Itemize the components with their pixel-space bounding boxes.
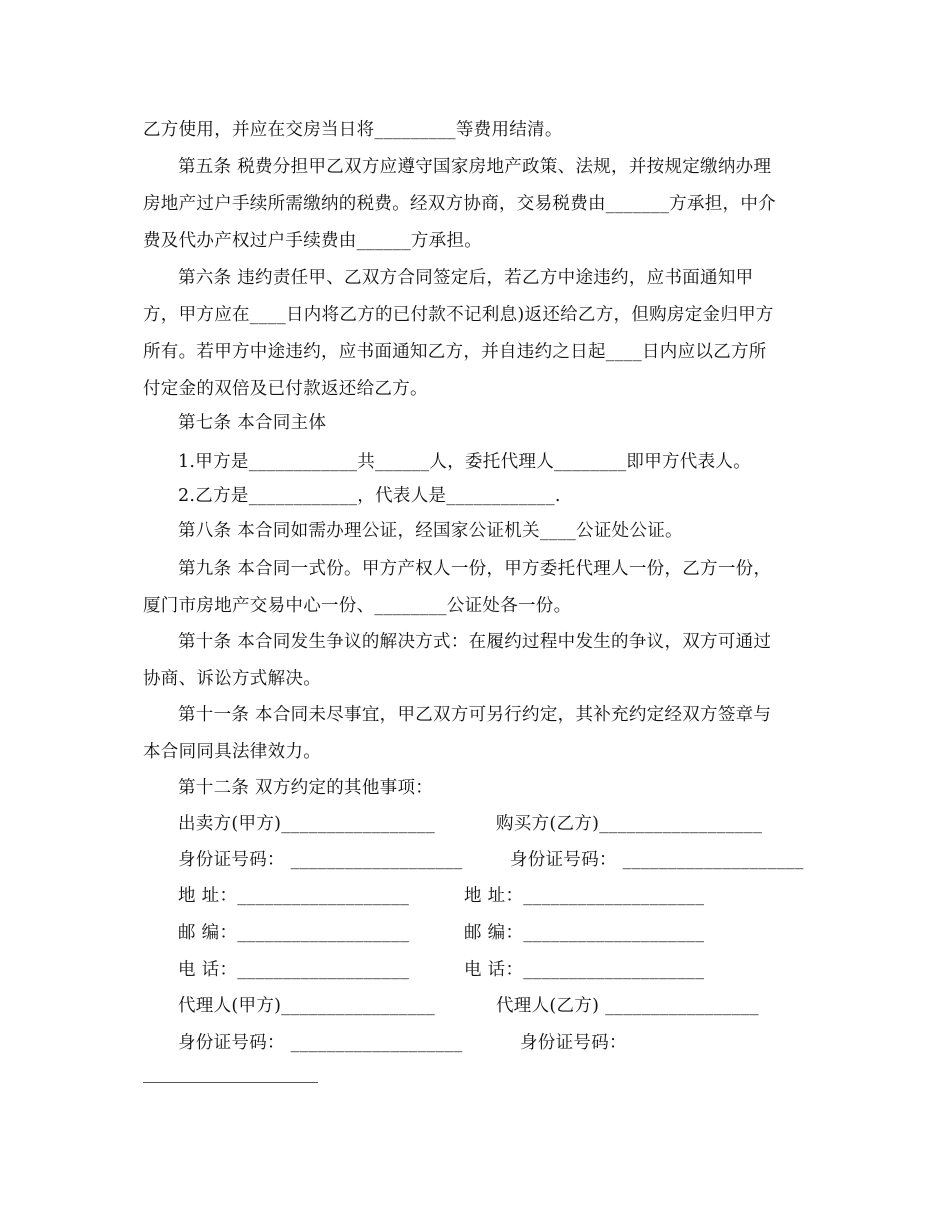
seller-agent-field: 代理人(甲方)_________________	[178, 996, 436, 1016]
seller-address-field: 地 址：___________________	[178, 886, 410, 906]
seller-postcode-field: 邮 编：___________________	[178, 923, 410, 943]
seller-agent-id-field: 身份证号码： ___________________	[178, 1033, 463, 1053]
article-6-heading-line: 第六条 违约责任甲、乙双方合同签定后，若乙方中途违约，应书面通知甲	[178, 268, 754, 288]
article-10-heading-line: 第十条 本合同发生争议的解决方式：在履约过程中发生的争议，双方可通过	[178, 632, 772, 652]
paragraph-line: 费及代办产权过户手续费由______方承担。	[143, 231, 483, 251]
paragraph-line: 所有。若甲方中途违约，应书面通知乙方，并自违约之日起____日内应以乙方所	[143, 342, 767, 362]
party-b-line: 2.乙方是____________，代表人是____________.	[178, 486, 561, 506]
paragraph-line: 本合同同具法律效力。	[143, 742, 321, 762]
article-7-heading-line: 第七条 本合同主体	[178, 413, 327, 433]
seller-label-field: 出卖方(甲方)_________________	[178, 814, 436, 834]
party-a-line: 1.甲方是____________共______人，委托代理人________即甲方代表人。	[178, 452, 751, 472]
article-8-line: 第八条 本合同如需办理公证，经国家公证机关____公证处公证。	[178, 521, 683, 541]
paragraph-line: 方，甲方应在____日内将乙方的已付款不记利息)返还给乙方，但购房定金归甲方	[143, 305, 774, 325]
buyer-agent-id-field: 身份证号码：	[520, 1033, 627, 1053]
seller-id-field: 身份证号码： ___________________	[178, 850, 463, 870]
buyer-postcode-field: 邮 编：____________________	[464, 923, 705, 943]
article-11-heading-line: 第十一条 本合同未尽事宜，甲乙双方可另行约定，其补充约定经双方签章与	[178, 705, 772, 725]
footer-divider	[143, 1082, 318, 1083]
article-12-heading-line: 第十二条 双方约定的其他事项：	[178, 778, 434, 798]
buyer-phone-field: 电 话：____________________	[464, 960, 705, 980]
paragraph-line: 协商、诉讼方式解决。	[143, 669, 321, 689]
buyer-label-field: 购买方(乙方)__________________	[496, 814, 763, 834]
article-9-heading-line: 第九条 本合同一式份。甲方产权人一份，甲方委托代理人一份，乙方一份，	[178, 559, 772, 579]
buyer-agent-field: 代理人(乙方) _________________	[496, 996, 759, 1016]
paragraph-line: 房地产过户手续所需缴纳的税费。经双方协商，交易税费由_______方承担，中介	[143, 194, 776, 214]
paragraph-line: 厦门市房地产交易中心一份、________公证处各一份。	[143, 596, 572, 616]
seller-phone-field: 电 话：___________________	[178, 960, 410, 980]
buyer-id-field: 身份证号码： ____________________	[510, 850, 804, 870]
article-5-heading-line: 第五条 税费分担甲乙双方应遵守国家房地产政策、法规，并按规定缴纳办理	[178, 157, 772, 177]
buyer-address-field: 地 址：____________________	[464, 886, 705, 906]
paragraph-line: 乙方使用，并应在交房当日将_________等费用结清。	[143, 120, 563, 140]
paragraph-line: 付定金的双倍及已付款返还给乙方。	[143, 379, 428, 399]
